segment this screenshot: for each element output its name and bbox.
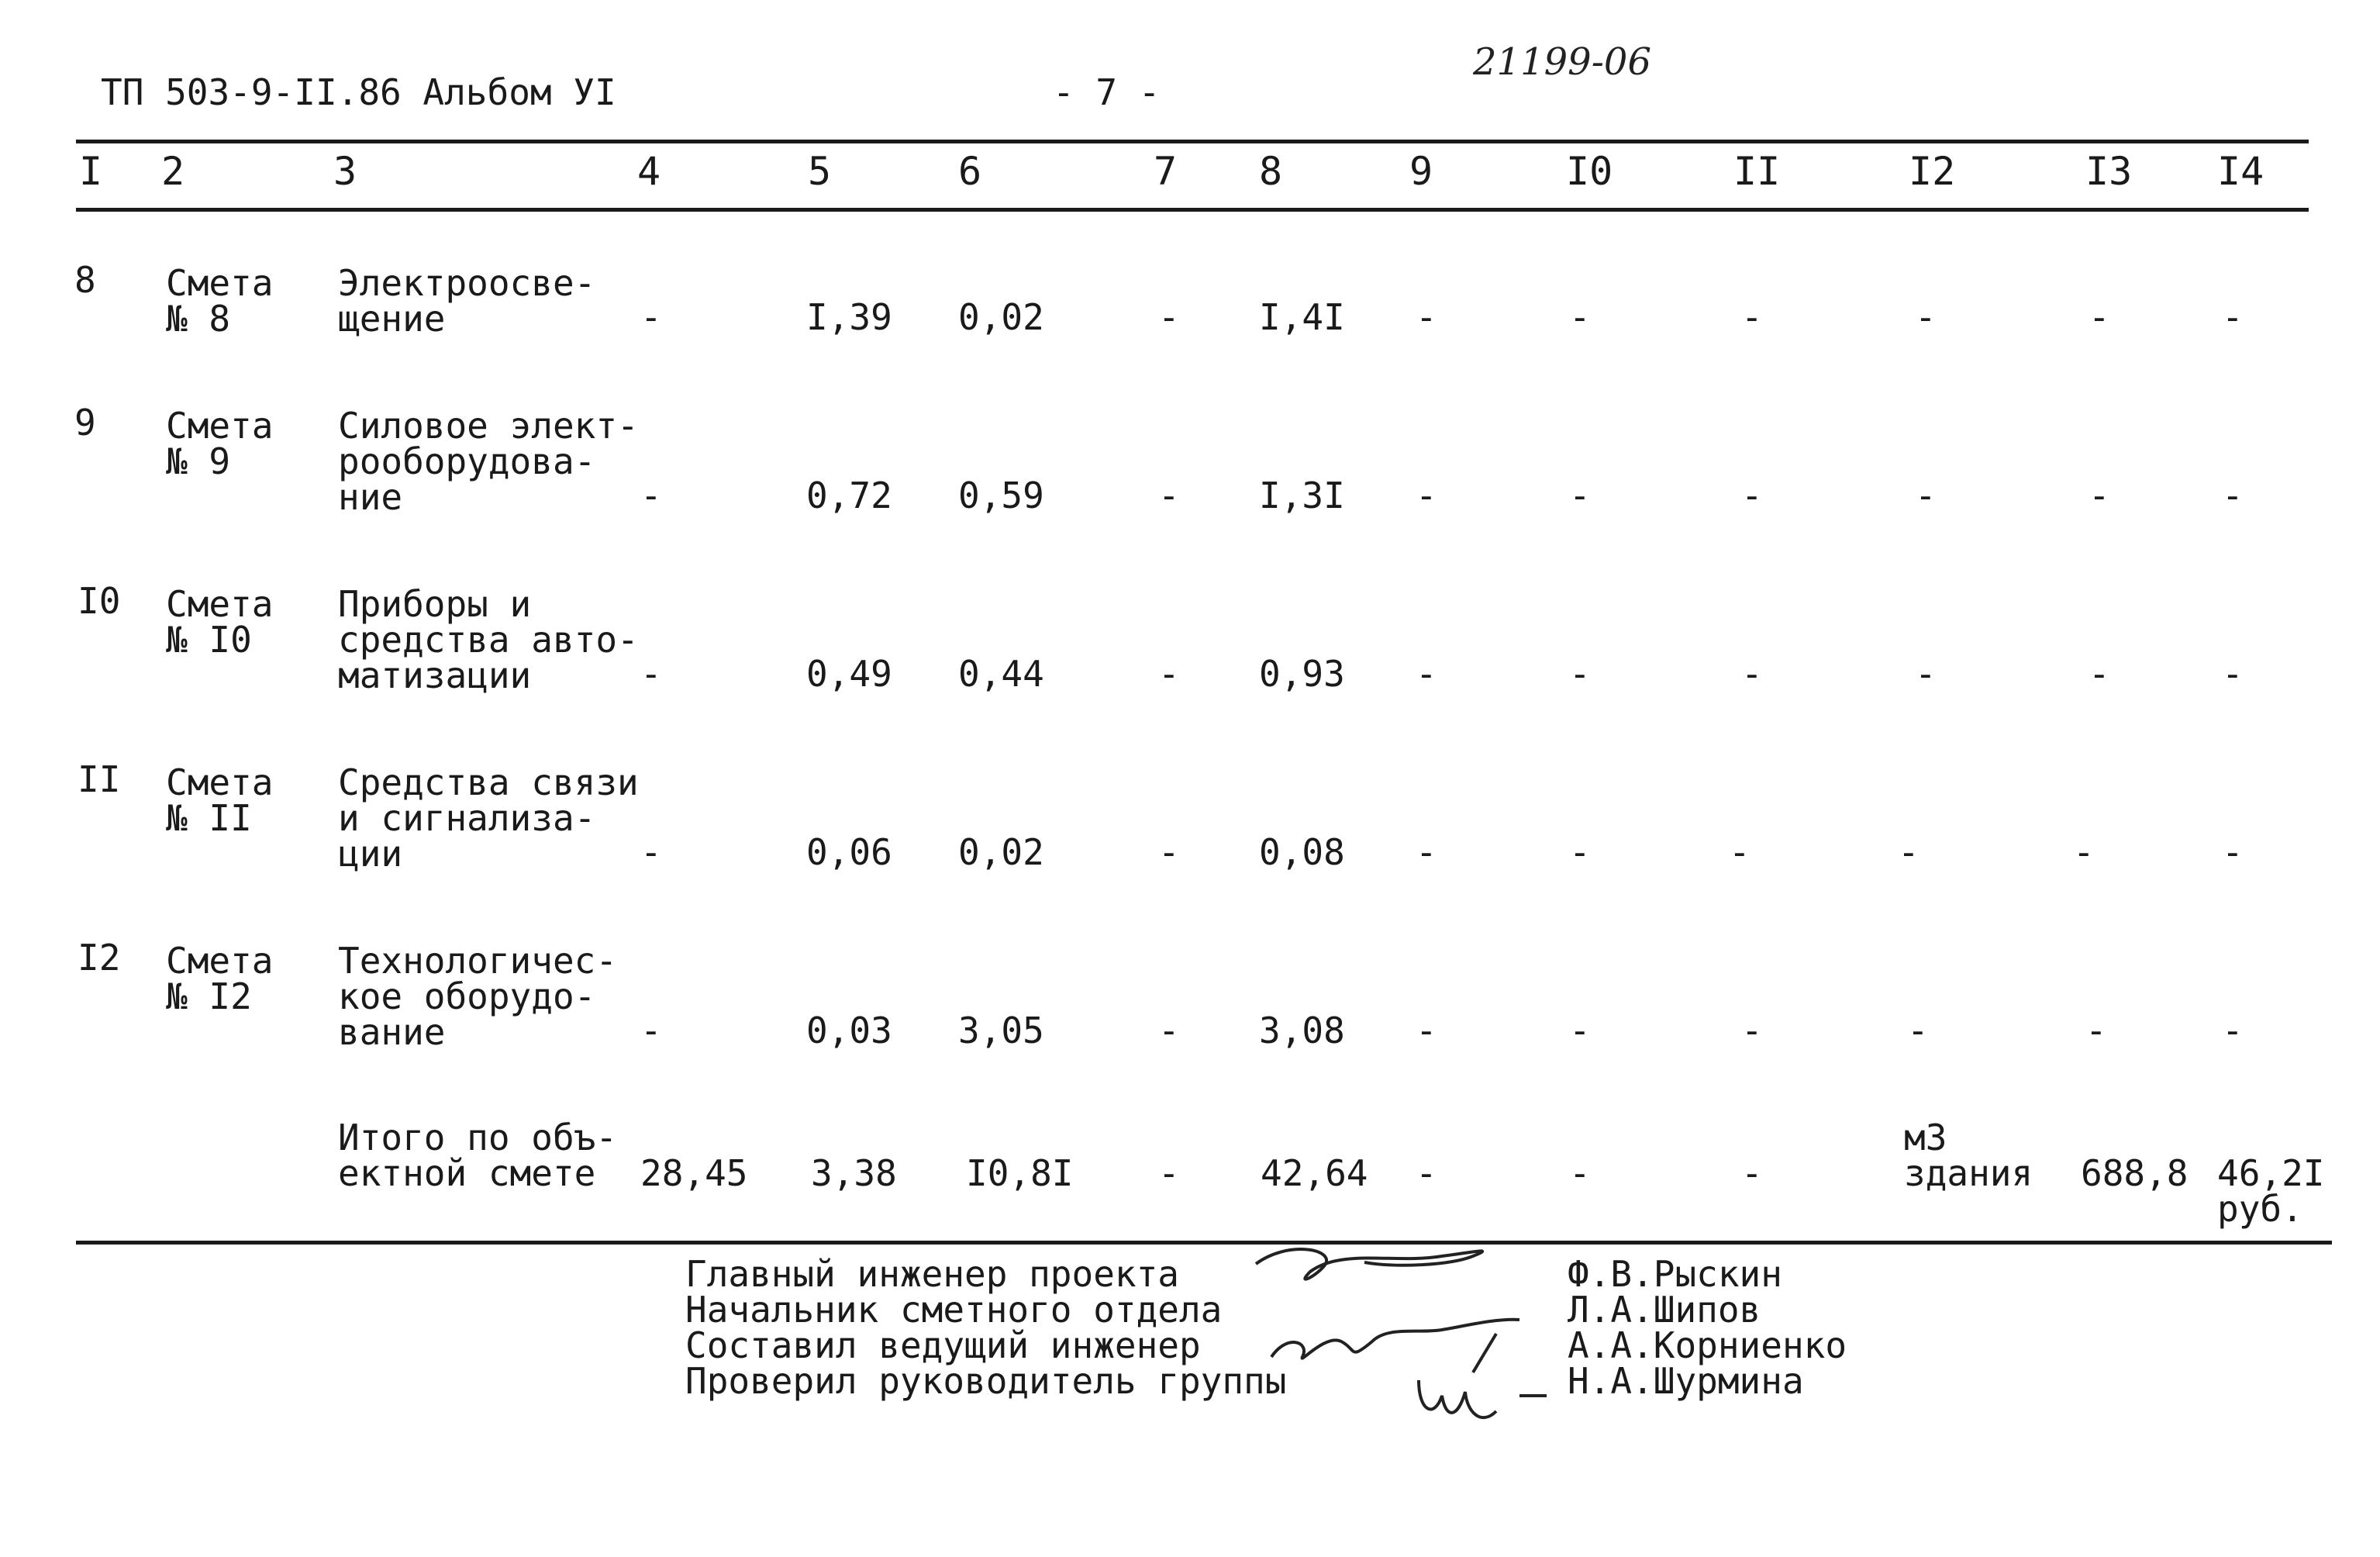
- cell-col9: -: [1416, 831, 1437, 873]
- cell-col9: -: [1416, 653, 1437, 695]
- signature-role: Главный инженер проекта: [685, 1253, 1179, 1295]
- item-name-line: Электроосве-: [338, 262, 596, 304]
- total-label-line: Итого по объ-: [338, 1117, 618, 1158]
- bottom-rule: [76, 1241, 2332, 1245]
- document-code: ТП 503-9-II.86 Альбом УI: [101, 71, 616, 113]
- cell-col12: -: [1915, 653, 1937, 695]
- total-col5: 3,38: [811, 1152, 897, 1194]
- cell-col13: -: [2073, 831, 2095, 873]
- cell-col9: -: [1416, 475, 1437, 516]
- total-col4: 28,45: [640, 1152, 748, 1194]
- signature-role: Составил ведущий инженер: [685, 1324, 1201, 1366]
- cell-col12: -: [1915, 296, 1937, 338]
- cell-col10: -: [1569, 831, 1591, 873]
- row-number: 9: [74, 402, 96, 444]
- cell-col14: -: [2222, 475, 2244, 516]
- estimate-number: № 8: [166, 298, 231, 340]
- cell-col14: -: [2222, 1010, 2244, 1051]
- cell-col8: 0,93: [1259, 653, 1345, 695]
- item-name-line: Силовое элект-: [338, 405, 639, 447]
- cell-col10: -: [1569, 1010, 1591, 1051]
- cell-col14: -: [2222, 653, 2244, 695]
- total-col9: -: [1416, 1152, 1437, 1194]
- cell-col8: I,3I: [1259, 475, 1345, 516]
- total-col12-object: здания: [1904, 1152, 2033, 1194]
- cell-col11: -: [1741, 475, 1763, 516]
- cell-col6: 0,02: [958, 296, 1044, 338]
- signature-role: Проверил руководитель группы: [685, 1360, 1287, 1402]
- column-number: 2: [161, 149, 185, 194]
- cell-col14: -: [2222, 831, 2244, 873]
- column-number: I3: [2085, 149, 2133, 194]
- cell-col8: 3,08: [1259, 1010, 1345, 1051]
- column-number: 9: [1409, 149, 1433, 194]
- cell-col9: -: [1416, 296, 1437, 338]
- cell-col6: 0,59: [958, 475, 1044, 516]
- column-number: 4: [637, 149, 661, 194]
- column-number: I2: [1909, 149, 1956, 194]
- item-name-line: Приборы и: [338, 583, 532, 625]
- cell-col13: -: [2089, 475, 2110, 516]
- cell-col12: -: [1915, 475, 1937, 516]
- item-name-line: и сигнализа-: [338, 797, 596, 839]
- total-col11: -: [1741, 1152, 1763, 1194]
- cell-col11: -: [1729, 831, 1751, 873]
- total-col6: I0,8I: [966, 1152, 1074, 1194]
- row-number: II: [78, 758, 121, 800]
- cell-col9: -: [1416, 1010, 1437, 1051]
- cell-col5: 0,49: [806, 653, 892, 695]
- cell-col4: -: [640, 475, 662, 516]
- column-number: 6: [958, 149, 982, 194]
- item-name-line: средства авто-: [338, 619, 639, 661]
- cell-col13: -: [2089, 296, 2110, 338]
- column-number: I4: [2217, 149, 2264, 194]
- row-number: 8: [74, 259, 96, 301]
- signature-scribble-3: [1411, 1365, 1550, 1434]
- cell-col14: -: [2222, 296, 2244, 338]
- cell-col12: -: [1898, 831, 1920, 873]
- total-col14-value: 46,2I: [2217, 1152, 2325, 1194]
- row-number: I0: [78, 580, 121, 622]
- cell-col5: I,39: [806, 296, 892, 338]
- signature-person: Н.А.Шурмина: [1568, 1360, 1804, 1402]
- cell-col4: -: [640, 831, 662, 873]
- item-name-line: ции: [338, 833, 403, 875]
- cell-col13: -: [2089, 653, 2110, 695]
- item-name-line: Технологичес-: [338, 940, 618, 982]
- cell-col8: I,4I: [1259, 296, 1345, 338]
- cell-col5: 0,72: [806, 475, 892, 516]
- total-col8: 42,64: [1261, 1152, 1368, 1194]
- total-col12-unit: м3: [1904, 1117, 1947, 1158]
- signature-scribble-1: [1240, 1233, 1504, 1295]
- item-name-line: ние: [338, 476, 403, 518]
- cell-col7: -: [1158, 475, 1180, 516]
- column-number: II: [1733, 149, 1781, 194]
- signature-role: Начальник сметного отдела: [685, 1289, 1223, 1331]
- signature-person: А.А.Корниенко: [1568, 1324, 1847, 1366]
- cell-col11: -: [1741, 653, 1763, 695]
- cell-col6: 0,02: [958, 831, 1044, 873]
- estimate-label: Смета: [166, 405, 274, 447]
- estimate-label: Смета: [166, 262, 274, 304]
- total-col13: 688,8: [2081, 1152, 2189, 1194]
- cell-col10: -: [1569, 653, 1591, 695]
- cell-col10: -: [1569, 475, 1591, 516]
- column-number: I0: [1566, 149, 1613, 194]
- item-name-line: вание: [338, 1011, 446, 1053]
- cell-col7: -: [1158, 653, 1180, 695]
- estimate-number: № I2: [166, 975, 252, 1017]
- cell-col4: -: [640, 653, 662, 695]
- item-name-line: щение: [338, 298, 446, 340]
- column-number: 8: [1259, 149, 1283, 194]
- cell-col4: -: [640, 296, 662, 338]
- item-name-line: матизации: [338, 654, 532, 696]
- header-rule: [76, 208, 2309, 212]
- cell-col7: -: [1158, 1010, 1180, 1051]
- column-number: 5: [808, 149, 832, 194]
- total-col10: -: [1569, 1152, 1591, 1194]
- signature-person: Ф.В.Рыскин: [1568, 1253, 1782, 1295]
- row-number: I2: [78, 937, 121, 979]
- handwritten-reference: 21199-06: [1473, 40, 1651, 84]
- cell-col7: -: [1158, 831, 1180, 873]
- top-rule: [76, 140, 2309, 143]
- page-number: - 7 -: [1053, 71, 1161, 113]
- estimate-number: № 9: [166, 440, 231, 482]
- total-col14-unit: руб.: [2217, 1188, 2303, 1230]
- cell-col12: -: [1907, 1010, 1929, 1051]
- item-name-line: рооборудова-: [338, 440, 596, 482]
- column-number: 3: [333, 149, 357, 194]
- cell-col11: -: [1741, 296, 1763, 338]
- item-name-line: Средства связи: [338, 761, 639, 803]
- cell-col13: -: [2085, 1010, 2107, 1051]
- estimate-label: Смета: [166, 583, 274, 625]
- cell-col8: 0,08: [1259, 831, 1345, 873]
- estimate-label: Смета: [166, 940, 274, 982]
- column-number: I: [79, 149, 103, 194]
- cell-col4: -: [640, 1010, 662, 1051]
- column-number: 7: [1154, 149, 1178, 194]
- total-label-line: ектной смете: [338, 1152, 596, 1194]
- cell-col5: 0,03: [806, 1010, 892, 1051]
- estimate-label: Смета: [166, 761, 274, 803]
- signature-person: Л.А.Шипов: [1568, 1289, 1761, 1331]
- cell-col5: 0,06: [806, 831, 892, 873]
- cell-col7: -: [1158, 296, 1180, 338]
- item-name-line: кое оборудо-: [338, 975, 596, 1017]
- estimate-number: № II: [166, 797, 252, 839]
- cell-col10: -: [1569, 296, 1591, 338]
- cell-col6: 3,05: [958, 1010, 1044, 1051]
- cell-col6: 0,44: [958, 653, 1044, 695]
- cell-col11: -: [1741, 1010, 1763, 1051]
- estimate-number: № I0: [166, 619, 252, 661]
- total-col7: -: [1158, 1152, 1180, 1194]
